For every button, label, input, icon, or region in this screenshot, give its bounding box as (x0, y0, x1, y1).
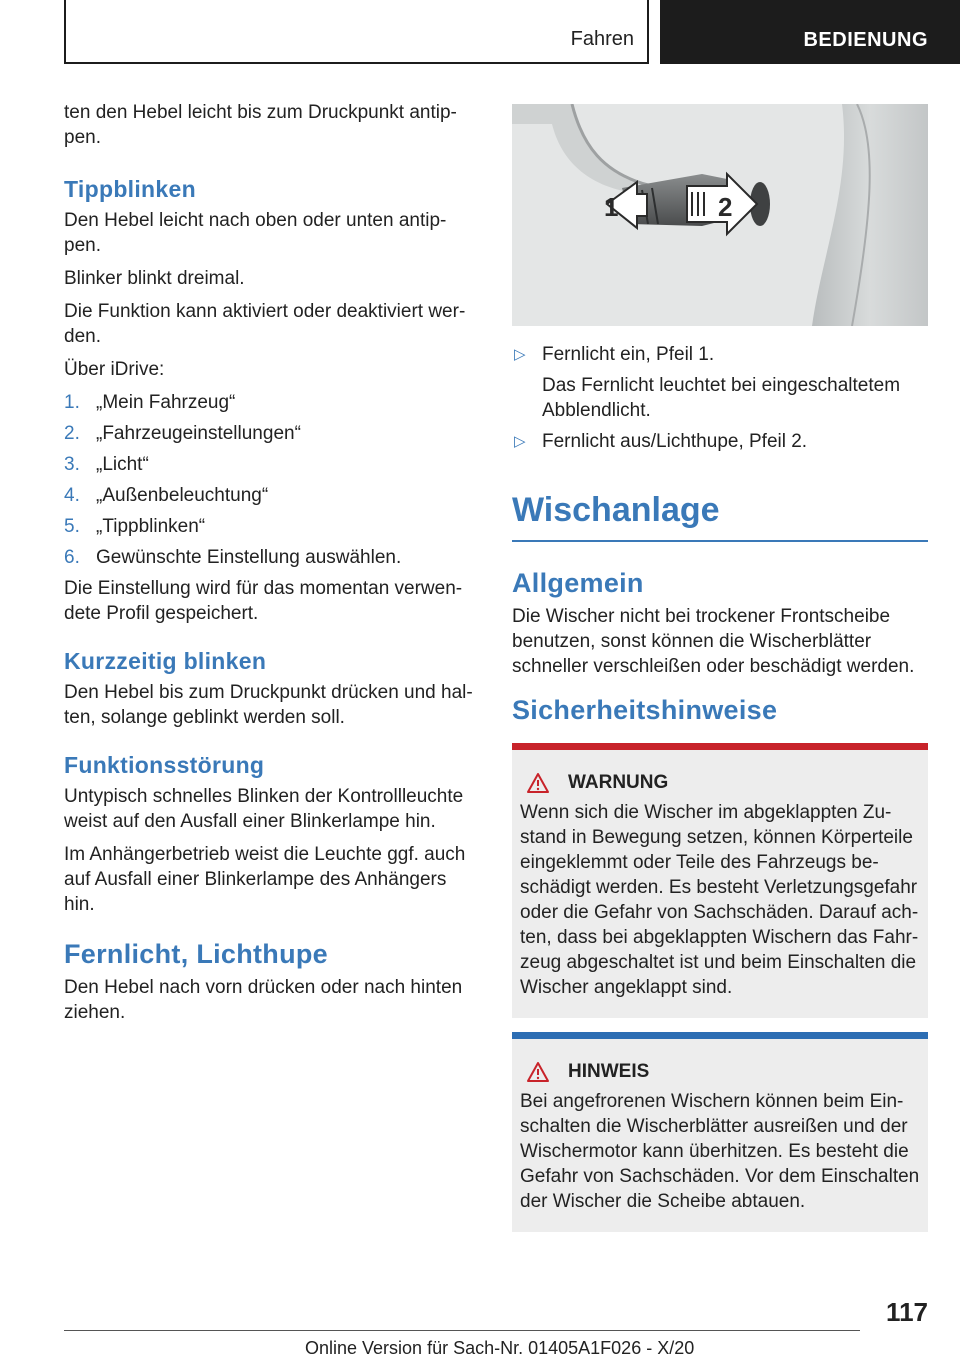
list-item: 6. Gewünschte Einstellung auswählen. (64, 547, 402, 568)
caution-triangle-icon (526, 1061, 550, 1083)
warning-header (520, 772, 920, 794)
heading-wischanlage: Wischanlage (512, 491, 720, 529)
right-column (512, 104, 928, 1244)
list-item: ▷ Fernlicht aus/Lichthupe, Pfeil 2. (514, 431, 808, 452)
intro-text: ten den Hebel leicht bis zum Druckpunkt antip-pen. (64, 102, 457, 148)
lever-illustration (512, 104, 928, 326)
warning-box (512, 743, 928, 1018)
heading-tippblinken: Tippblinken (64, 176, 196, 202)
tipp-p1: Den Hebel leicht nach oben oder unten antip-pen. (64, 210, 447, 256)
list-item: 1. „Mein Fahrzeug“ (64, 392, 236, 413)
warning-label: WARNUNG (568, 772, 669, 793)
tipp-p4: Über iDrive: (64, 359, 165, 380)
note-label: HINWEIS (568, 1061, 650, 1082)
lever-drawing (512, 104, 928, 326)
list-item: 3. „Licht“ (64, 454, 149, 475)
triangle-bullet-icon: ▷ (514, 346, 526, 363)
header-chapter: BEDIENUNG (803, 29, 928, 51)
tipp-p2: Blinker blinkt dreimal. (64, 268, 245, 289)
note-header (520, 1061, 920, 1083)
heading-rule (512, 540, 928, 542)
allgemein-p1: Die Wischer nicht bei trockener Frontscheibe benutzen, sonst können die Wischerblätter schneller verschleißen oder beschädigt werden. (512, 606, 915, 677)
tipp-p5: Die Einstellung wird für das momentan verwen-dete Profil gespeichert. (64, 578, 463, 624)
heading-sicherheitshinweise: Sicherheitshinweise (512, 695, 778, 725)
arrow-label-1: 1 (604, 192, 619, 222)
list-item: 5. „Tippblinken“ (64, 516, 206, 537)
funk-p1: Untypisch schnelles Blinken der Kontrollleuchte weist auf den Ausfall einer Blinkerlampe hin. (64, 786, 464, 832)
page-number: 117 (886, 1297, 928, 1327)
list-item: 4. „Außenbeleuchtung“ (64, 485, 269, 506)
footer-rule (64, 1330, 860, 1331)
header-chapter-tab (660, 0, 960, 64)
kurz-p1: Den Hebel bis zum Druckpunkt drücken und hal-ten, solange geblinkt werden soll. (64, 682, 473, 728)
footer-note: Online Version für Sach-Nr. 01405A1F026 - X/20 (305, 1338, 695, 1358)
triangle-bullet-icon: ▷ (514, 433, 526, 450)
warning-triangle-icon (526, 772, 550, 794)
heading-allgemein: Allgemein (512, 568, 644, 598)
list-item: ▷ Fernlicht ein, Pfeil 1. Das Fernlicht leuchtet bei eingeschaltetem Abblendlicht. (514, 344, 901, 421)
idrive-steps (64, 390, 476, 570)
list-item: 2. „Fahrzeugeinstellungen“ (64, 423, 301, 444)
note-box (512, 1032, 928, 1232)
fernlicht-bullets (512, 342, 928, 454)
header-section: Fahren (570, 28, 634, 50)
arrow-label-2: 2 (718, 192, 733, 222)
funk-p2: Im Anhängerbetrieb weist die Leuchte ggf. auch auf Ausfall einer Blinkerlampe des Anhängers hin. (64, 844, 466, 915)
heading-funktionsstoerung: Funktionsstörung (64, 752, 265, 778)
heading-fernlicht: Fernlicht, Lichthupe (64, 939, 329, 969)
tipp-p3: Die Funktion kann aktiviert oder deaktiviert wer-den. (64, 301, 466, 347)
warning-text: Wenn sich die Wischer im abgeklappten Zu-stand in Bewegung setzen, können Körperteile eingeklemmt oder Teile des Fahrzeugs be-schädigt werden. Es besteht Verletzungsgefahr oder die Gefahr von Sachschäden. Darauf ach-ten, dass bei abgeklappten Wischern das Fahr-zeug abgeschaltet ist und beim Einschalten die Wischer angeklappt sind. (520, 802, 919, 998)
fern-p1: Den Hebel nach vorn drücken oder nach hinten ziehen. (64, 977, 463, 1023)
heading-kurzzeitig: Kurzzeitig blinken (64, 648, 267, 674)
left-column (64, 100, 476, 1033)
note-text: Bei angefrorenen Wischern können beim Ein-schalten die Wischerblätter ausreißen und der Wischermotor kann überhitzen. Es besteht die Gefahr von Sachschäden. Vor dem Einschalten der Wischer die Scheibe abtauen. (520, 1091, 920, 1212)
